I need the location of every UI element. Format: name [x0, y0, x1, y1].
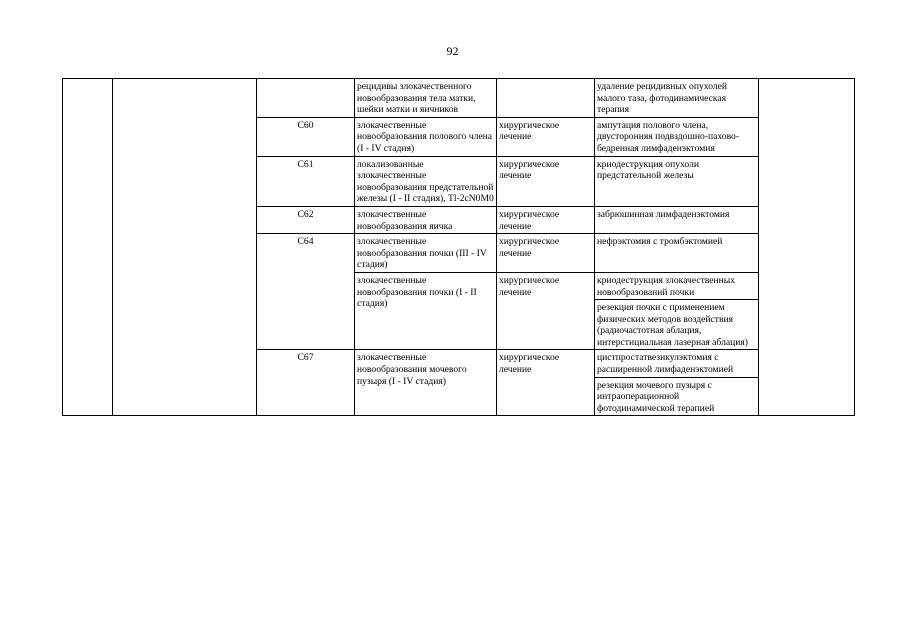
- method-cell: забрюшинная лимфаденэктомия: [595, 206, 759, 233]
- diagnosis-cell: локализованные злокачественные новообразования предстательной железы (I - II стадия), Tl-2cN0M0: [355, 156, 497, 206]
- blank-cell-number: [63, 79, 113, 416]
- diagnosis-cell: злокачественные новообразования почки (I - II стадия): [355, 272, 497, 350]
- treatment-type-cell: хирургическое лечение: [497, 117, 595, 156]
- page-number: 92: [446, 44, 459, 58]
- icd-code-cell: C67: [257, 350, 355, 416]
- method-cell: криодеструкция злокачественных новообразований почки: [595, 272, 759, 299]
- treatment-type-cell: хирургическое лечение: [497, 234, 595, 273]
- diagnosis-cell: злокачественные новообразования почки (III - IV стадия): [355, 234, 497, 273]
- diagnosis-cell: злокачественные новообразования мочевого пузыря (I - IV стадия): [355, 350, 497, 416]
- icd-code-cell: C64: [257, 234, 355, 350]
- diagnosis-cell: злокачественные новообразования полового члена (I - IV стадия): [355, 117, 497, 156]
- diagnosis-cell: рецидивы злокачественного новообразования тела матки, шейки матки и яичников: [355, 79, 497, 118]
- method-cell: цистпростатвезикулэктомия с расширенной лимфаденэктомией: [595, 350, 759, 377]
- icd-code-cell: C60: [257, 117, 355, 156]
- diagnosis-cell: злокачественные новообразования яичка: [355, 206, 497, 233]
- method-cell: удаление рецидивных опухолей малого таза, фотодинамическая терапия: [595, 79, 759, 118]
- method-cell: ампутация полового члена, двусторонняя подвздошно-пахово-бедренная лимфаденэктомия: [595, 117, 759, 156]
- treatment-type-cell: хирургическое лечение: [497, 156, 595, 206]
- treatment-table: [62, 78, 855, 416]
- table-row: [63, 79, 855, 118]
- treatment-type-cell: хирургическое лечение: [497, 350, 595, 416]
- icd-code-cell: C62: [257, 206, 355, 233]
- method-cell: криодеструкция опухоли предстательной железы: [595, 156, 759, 206]
- method-cell: резекция почки с применением физических методов воздействия (радиочастотная аблация, интерстициальная лазерная аблация): [595, 300, 759, 350]
- method-cell: резекция мочевого пузыря с интраоперационной фотодинамической терапией: [595, 377, 759, 416]
- treatment-type-cell: [497, 79, 595, 118]
- method-cell: нефрэктомия с тромбэктомией: [595, 234, 759, 273]
- icd-code-cell: C61: [257, 156, 355, 206]
- treatment-type-cell: хирургическое лечение: [497, 206, 595, 233]
- icd-code-cell: [257, 79, 355, 118]
- blank-cell-profile: [113, 79, 257, 416]
- treatment-type-cell: хирургическое лечение: [497, 272, 595, 350]
- blank-cell-norm: [759, 79, 855, 416]
